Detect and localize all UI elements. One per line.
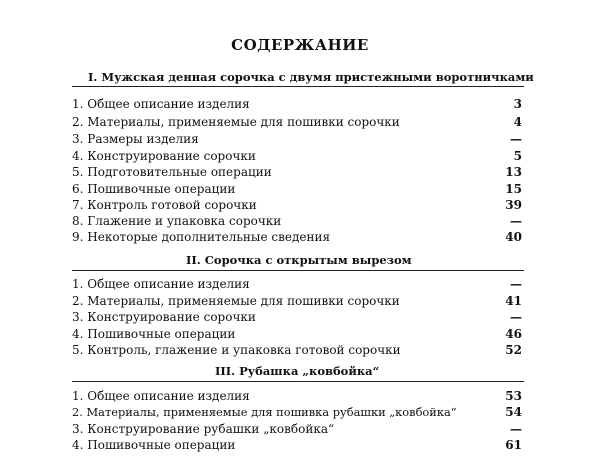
toc-entry-label: 3. Размеры изделия xyxy=(72,132,199,146)
toc-entry-page: 41 xyxy=(505,294,522,308)
toc-entry-label: 4. Пошивочные операции xyxy=(72,438,236,452)
toc-entry xyxy=(72,197,522,213)
toc-entry-page: — xyxy=(510,214,522,228)
toc-entry-label: 9. Некоторые дополнительные сведения xyxy=(72,230,331,244)
toc-entry xyxy=(72,342,522,358)
toc-entry-page: 4 xyxy=(513,115,522,129)
toc-entry-page: 13 xyxy=(505,165,522,179)
section-divider xyxy=(72,86,524,87)
toc-entry-page: 39 xyxy=(505,198,522,212)
toc-entry xyxy=(72,213,522,229)
toc-entry-page: — xyxy=(510,310,522,324)
toc-entry xyxy=(72,404,522,420)
toc-entry-label: 3. Конструирование сорочки xyxy=(72,310,256,324)
toc-entry-page: 53 xyxy=(505,389,522,403)
toc-entry xyxy=(72,276,522,292)
toc-entry xyxy=(72,388,522,404)
toc-entry-label: 6. Пошивочные операции xyxy=(72,182,236,196)
toc-entry-label: 4. Конструирование сорочки xyxy=(72,149,256,163)
toc-entry xyxy=(72,148,522,164)
toc-entry-page: 52 xyxy=(505,343,522,357)
toc-entry xyxy=(72,181,522,197)
toc-entry-label: 1. Общее описание изделия xyxy=(72,277,250,291)
toc-entry-label: 3. Конструирование рубашки „ковбойка“ xyxy=(72,422,335,436)
toc-entry xyxy=(72,131,522,147)
toc-entry xyxy=(72,309,522,325)
toc-entry-page: 40 xyxy=(505,230,522,244)
toc-entry-page: 3 xyxy=(513,97,522,111)
toc-entry-page: 5 xyxy=(513,149,522,163)
toc-entry-page: 15 xyxy=(505,182,522,196)
toc-entry-label: 5. Контроль, глажение и упаковка готовой сорочки xyxy=(72,343,401,357)
toc-entry xyxy=(72,96,522,112)
toc-entry-label: 1. Общее описание изделия xyxy=(72,389,250,403)
toc-entry-label: 2. Материалы, применяемые для пошивки сорочки xyxy=(72,115,400,129)
section-heading: I. Мужская денная сорочка с двумя пристежными воротничками xyxy=(88,70,534,84)
toc-entry xyxy=(72,326,522,342)
toc-entry-label: 5. Подготовительные операции xyxy=(72,165,272,179)
toc-entry-label: 8. Глажение и упаковка сорочки xyxy=(72,214,282,228)
toc-entry-label: 7. Контроль готовой сорочки xyxy=(72,198,257,212)
section-divider xyxy=(72,270,524,271)
toc-entry-page: 54 xyxy=(505,405,522,419)
page-title: СОДЕРЖАНИЕ xyxy=(231,36,369,54)
toc-entry-page: 46 xyxy=(505,327,522,341)
toc-entry-page: — xyxy=(510,132,522,146)
section-heading: II. Сорочка с открытым вырезом xyxy=(186,253,412,267)
toc-entry xyxy=(72,229,522,245)
toc-entry-label: 2. Материалы, применяемые для пошивка рубашки „ковбойка“ xyxy=(72,405,457,419)
toc-entry xyxy=(72,421,522,437)
section-heading: III. Рубашка „ковбойка“ xyxy=(215,364,380,378)
toc-entry xyxy=(72,114,522,130)
toc-entry xyxy=(72,437,522,453)
toc-entry xyxy=(72,293,522,309)
toc-entry-label: 1. Общее описание изделия xyxy=(72,97,250,111)
section-divider xyxy=(72,381,524,382)
toc-entry-page: — xyxy=(510,277,522,291)
toc-entry-page: 61 xyxy=(505,438,522,452)
toc-entry-page: — xyxy=(510,422,522,436)
toc-entry-label: 2. Материалы, применяемые для пошивки сорочки xyxy=(72,294,400,308)
toc-entry xyxy=(72,164,522,180)
toc-entry-label: 4. Пошивочные операции xyxy=(72,327,236,341)
